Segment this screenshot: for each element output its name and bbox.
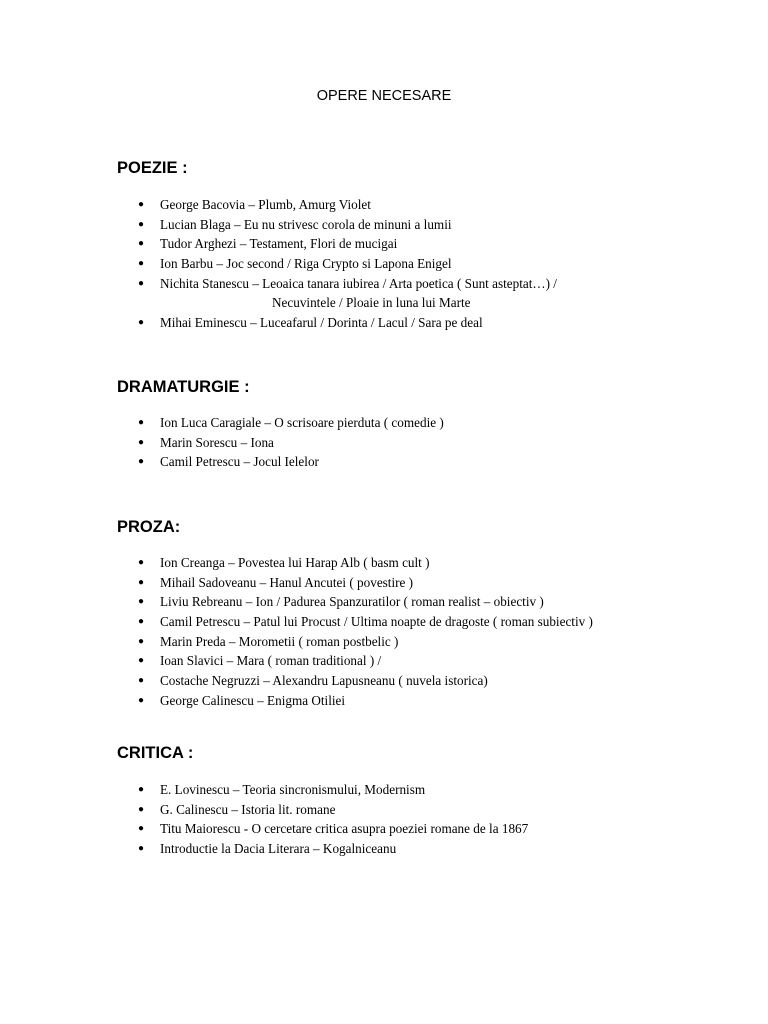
list-item: ● Lucian Blaga – Eu nu strivesc corola de minuni a lumii [136,215,557,235]
bullet-icon: ● [138,218,145,230]
list-item: ● Ioan Slavici – Mara ( roman traditional ) / [136,651,593,671]
page-title: OPERE NECESARE [316,88,452,104]
list-item: ● Camil Petrescu – Patul lui Procust / Ultima noapte de dragoste ( roman subiectiv ) [136,612,593,632]
list-item: ● Liviu Rebreanu – Ion / Padurea Spanzuratilor ( roman realist – obiectiv ) [136,592,593,612]
bullet-icon: ● [138,675,145,687]
bullet-icon: ● [138,277,145,289]
bullet-icon: ● [138,576,145,588]
list-item: ● Ion Luca Caragiale – O scrisoare pierduta ( comedie ) [136,413,444,433]
list-item: ● Costache Negruzzi – Alexandru Lapusneanu ( nuvela istorica) [136,671,593,691]
bullet-icon: ● [138,843,145,855]
bullet-icon: ● [138,557,145,568]
bullet-icon: ● [138,596,145,608]
bullet-icon: ● [138,823,145,835]
bullet-icon: ● [138,417,145,428]
list-item: ● George Bacovia – Plumb, Amurg Violet [136,195,557,215]
bullet-icon: ● [138,784,145,795]
list-item-continuation: Necuvintele / Ploaie in luna lui Marte [272,295,471,311]
list-item: ● Marin Sorescu – Iona [136,433,444,453]
bullet-icon: ● [138,655,145,667]
list-item: ● Camil Petrescu – Jocul Ielelor [136,452,444,472]
bullet-icon: ● [138,317,145,329]
list-item: ● G. Calinescu – Istoria lit. romane [136,800,528,820]
section-heading-proza: PROZA: [117,518,181,536]
list-item: ● Ion Creanga – Povestea lui Harap Alb ( basm cult ) [136,553,593,573]
list-item: ● George Calinescu – Enigma Otiliei [136,691,593,711]
bullet-icon: ● [138,258,145,270]
list-item: ● Tudor Arghezi – Testament, Flori de mucigai [136,234,557,254]
list-critica [136,780,528,859]
list-item: ● Marin Preda – Morometii ( roman postbelic ) [136,632,593,652]
list-poezie [136,195,557,333]
list-item: ● Introductie la Dacia Literara – Kogalniceanu [136,839,528,859]
bullet-icon: ● [138,199,145,210]
bullet-icon: ● [138,238,145,250]
list-item: ● Mihai Eminescu – Luceafarul / Dorinta / Lacul / Sara pe deal [136,313,557,333]
list-item: ● Nichita Stanescu – Leoaica tanara iubirea / Arta poetica ( Sunt asteptat…) / Necuvintele / Ploaie in luna lui Marte [136,274,557,313]
list-proza [136,553,593,711]
list-dramaturgie [136,413,444,472]
list-item: ● Ion Barbu – Joc second / Riga Crypto si Lapona Enigel [136,254,557,274]
bullet-icon: ● [138,616,145,628]
bullet-icon: ● [138,803,145,815]
bullet-icon: ● [138,694,145,706]
section-heading-dramaturgie: DRAMATURGIE : [117,378,250,396]
bullet-icon: ● [138,436,145,448]
bullet-icon: ● [138,635,145,647]
section-heading-poezie: POEZIE : [117,159,188,177]
list-item: ● E. Lovinescu – Teoria sincronismului, Modernism [136,780,528,800]
list-item: ● Titu Maiorescu - O cercetare critica asupra poeziei romane de la 1867 [136,819,528,839]
section-heading-critica: CRITICA : [117,744,194,762]
list-item: ● Mihail Sadoveanu – Hanul Ancutei ( povestire ) [136,573,593,593]
bullet-icon: ● [138,456,145,468]
